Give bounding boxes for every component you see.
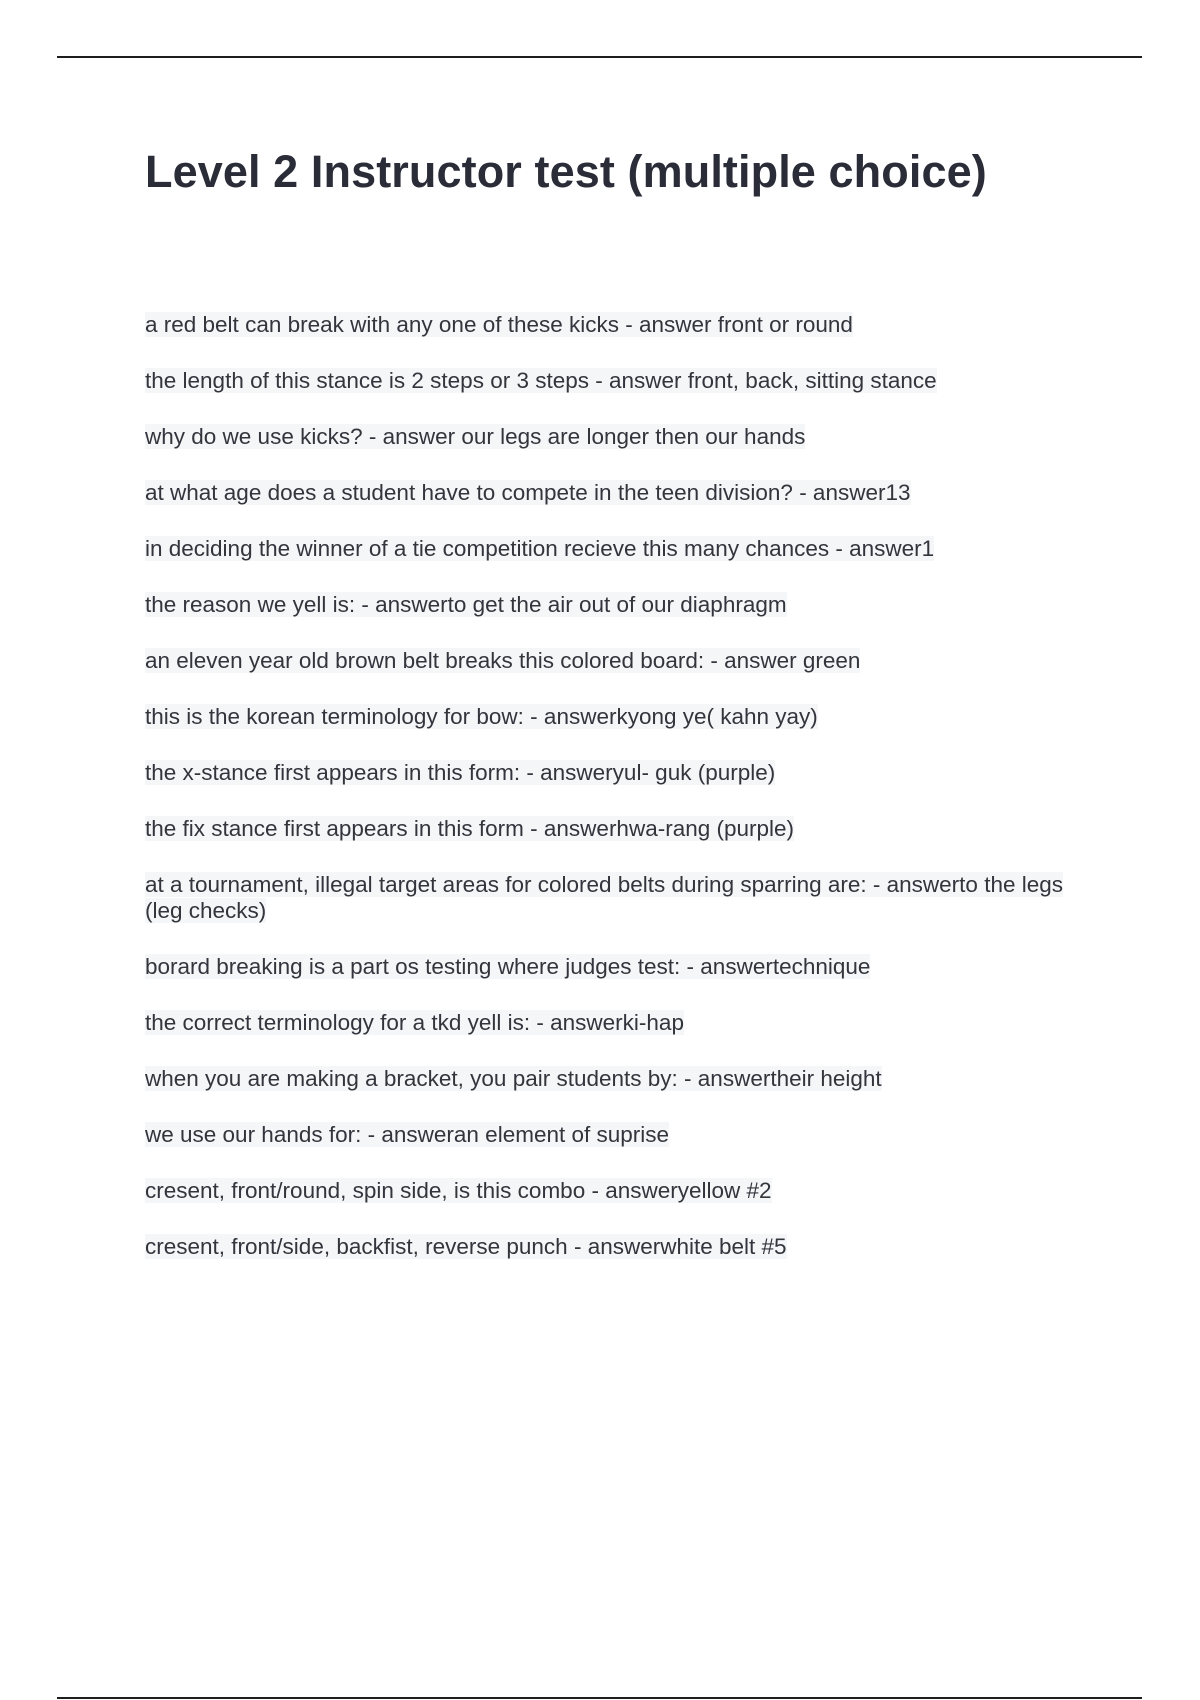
qa-text: at a tournament, illegal target areas for colored belts during sparring are: - answerto the legs (leg checks) — [145, 872, 1063, 923]
qa-text: when you are making a bracket, you pair students by: - answertheir height — [145, 1066, 882, 1091]
qa-text: the fix stance first appears in this form - answerhwa-rang (purple) — [145, 816, 795, 841]
qa-text: in deciding the winner of a tie competition recieve this many chances - answer1 — [145, 536, 935, 561]
qa-text: borard breaking is a part os testing where judges test: - answertechnique — [145, 954, 871, 979]
qa-item — [145, 760, 1105, 786]
qa-text: cresent, front/round, spin side, is this combo - answeryellow #2 — [145, 1178, 772, 1203]
qa-item — [145, 648, 1105, 674]
qa-item — [145, 704, 1105, 730]
qa-text: at what age does a student have to compete in the teen division? - answer13 — [145, 480, 911, 505]
qa-item — [145, 872, 1105, 924]
qa-text: this is the korean terminology for bow: - answerkyong ye( kahn yay) — [145, 704, 818, 729]
qa-item — [145, 368, 1105, 394]
qa-text: why do we use kicks? - answer our legs are longer then our hands — [145, 424, 806, 449]
qa-text: cresent, front/side, backfist, reverse punch - answerwhite belt #5 — [145, 1234, 787, 1259]
top-rule — [57, 56, 1142, 58]
qa-item — [145, 312, 1105, 338]
qa-item — [145, 536, 1105, 562]
qa-text: the length of this stance is 2 steps or 3 steps - answer front, back, sitting stance — [145, 368, 937, 393]
qa-item — [145, 1234, 1105, 1260]
page-title: Level 2 Instructor test (multiple choice) — [145, 146, 987, 197]
qa-item — [145, 1122, 1105, 1148]
qa-item — [145, 954, 1105, 980]
qa-text: the x-stance first appears in this form: - answeryul- guk (purple) — [145, 760, 776, 785]
qa-text: an eleven year old brown belt breaks this colored board: - answer green — [145, 648, 861, 673]
qa-text: we use our hands for: - answeran element of suprise — [145, 1122, 670, 1147]
qa-text: the correct terminology for a tkd yell is: - answerki-hap — [145, 1010, 684, 1035]
qa-item — [145, 424, 1105, 450]
qa-item — [145, 1010, 1105, 1036]
qa-item — [145, 1066, 1105, 1092]
qa-text: a red belt can break with any one of these kicks - answer front or round — [145, 312, 853, 337]
qa-item — [145, 592, 1105, 618]
qa-item — [145, 480, 1105, 506]
question-answer-list — [145, 312, 1105, 1290]
qa-text: the reason we yell is: - answerto get the air out of our diaphragm — [145, 592, 787, 617]
qa-item — [145, 1178, 1105, 1204]
bottom-rule — [57, 1697, 1142, 1699]
qa-item — [145, 816, 1105, 842]
